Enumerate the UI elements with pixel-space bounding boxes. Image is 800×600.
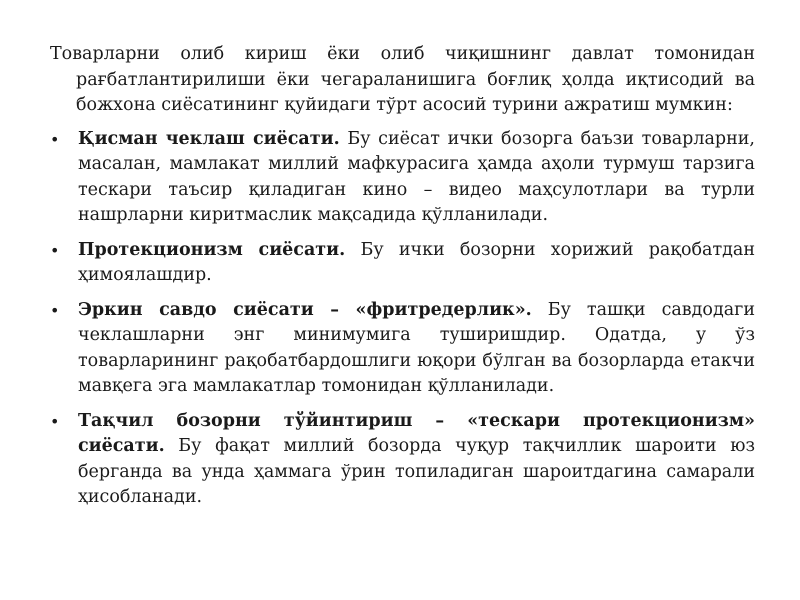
bullet-icon: • bbox=[50, 411, 60, 431]
list-item-protectionism bbox=[50, 238, 755, 289]
bullet-term: Протекционизм сиёсати. bbox=[78, 239, 346, 260]
bullet-text: Бу ташқи савдодаги чеклашларни энг минимумига туширишдир. Одатда, у ўз товарларининг рақобатбардошлиги юқори бўлган ва бозорларда етакчи мавқега эга мамлакатлар томонидан қўлланилади. bbox=[78, 299, 756, 396]
bullet-term: Тақчил бозорни тўйинтириш – «тескари протекционизм» сиёсати. bbox=[78, 410, 755, 456]
list-item-free-trade bbox=[50, 298, 755, 400]
list-item-reverse-protectionism bbox=[50, 409, 755, 511]
bullet-text: Бу фақат миллий бозорда чуқур тақчиллик шароити юз берганда ва унда ҳаммага ўрин топиладиган шароитдагина самарали ҳисобланади. bbox=[78, 436, 755, 507]
bullet-icon: • bbox=[50, 240, 60, 260]
bullet-icon: • bbox=[50, 129, 60, 149]
bullet-icon: • bbox=[50, 300, 60, 320]
intro-paragraph: Товарларни олиб кириш ёки олиб чиқишнинг давлат томонидан рағбатлантирилиши ёки чегараланишига боғлиқ ҳолда иқтисодий ва божхона сиёсатининг қуйидаги тўрт асосий турини ажратиш мумкин: bbox=[50, 44, 755, 115]
bullet-text: Бу ички бозорни хорижий рақобатдан ҳимоялашдир. bbox=[78, 239, 756, 285]
list-item-partial-restriction bbox=[50, 127, 755, 229]
bullet-text: Бу сиёсат ички бозорга баъзи товарларни, масалан, мамлакат миллий мафкурасига ҳамда аҳоли турмуш тарзига тескари таъсир қиладиган кино – видео маҳсулотлари ва турли нашрларни киритмаслик мақсадида қўлланилади. bbox=[78, 128, 755, 225]
bullet-term: Қисман чеклаш сиёсати. bbox=[78, 128, 340, 149]
slide-content bbox=[50, 42, 755, 520]
bullet-term: Эркин савдо сиёсати – «фритредерлик». bbox=[78, 299, 532, 320]
policy-list bbox=[50, 127, 755, 511]
